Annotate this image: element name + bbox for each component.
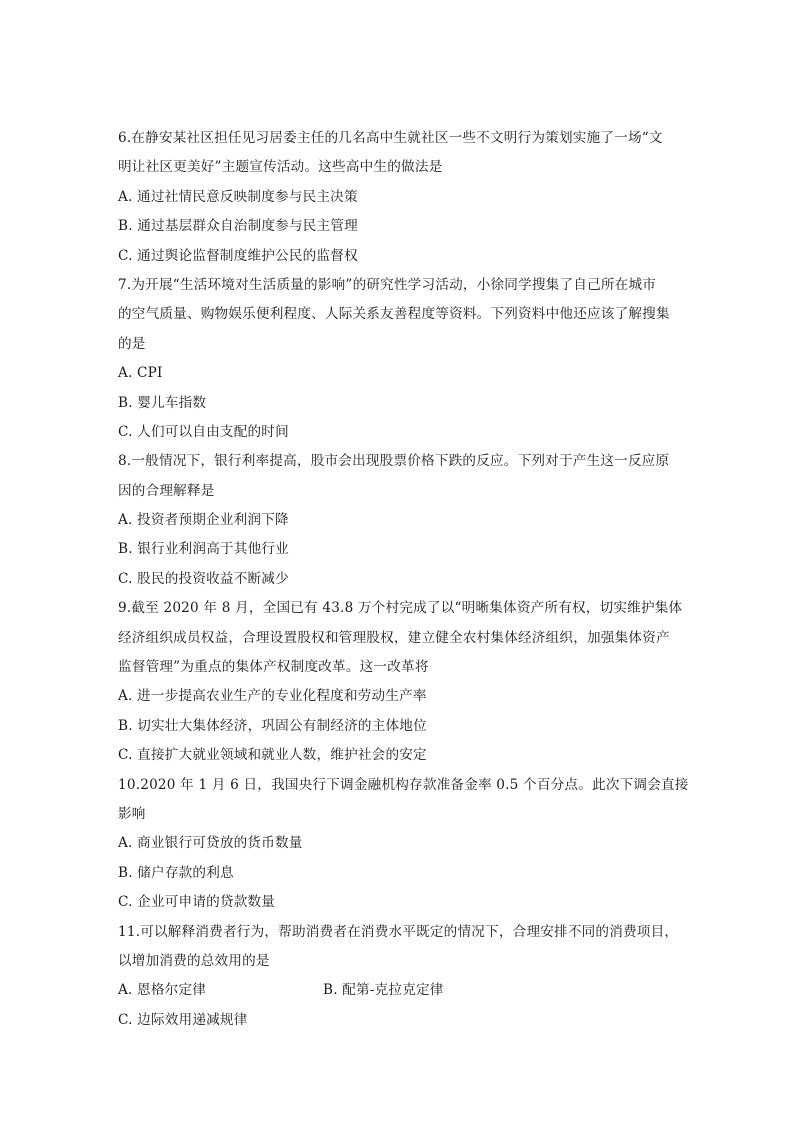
question-11 bbox=[118, 918, 678, 1036]
option-a: A. 恩格尔定律 bbox=[118, 982, 207, 999]
question-8 bbox=[118, 447, 678, 594]
option-c: C. 人们可以自由支配的时间 bbox=[118, 423, 289, 440]
option-a: A. 商业银行可贷放的货币数量 bbox=[118, 835, 303, 852]
option-c: C. 通过舆论监督制度维护公民的监督权 bbox=[118, 247, 358, 264]
question-stem-line: 7.为开展“生活环境对生活质量的影响”的研究性学习活动，小徐同学搜集了自己所在城市 bbox=[118, 276, 657, 293]
question-stem-line: 6.在静安某社区担任见习居委主任的几名高中生就社区一些不文明行为策划实施了一场“文 bbox=[118, 130, 663, 146]
question-stem-line: 影响 bbox=[118, 805, 146, 822]
option-b: B. 银行业利润高于其他行业 bbox=[118, 541, 289, 558]
question-stem-line: 监督管理”为重点的集体产权制度改革。这一改革将 bbox=[118, 659, 429, 676]
option-c: C. 股民的投资收益不断减少 bbox=[118, 570, 289, 587]
option-row bbox=[118, 976, 678, 1005]
option-b: B. 储户存款的利息 bbox=[118, 864, 234, 881]
option-b: B. 婴儿车指数 bbox=[118, 394, 207, 411]
option-c: C. 直接扩大就业领域和就业人数，维护社会的安定 bbox=[118, 747, 427, 764]
question-stem-line: 因的合理解释是 bbox=[118, 482, 215, 499]
exam-page bbox=[118, 124, 689, 1035]
question-9 bbox=[118, 594, 683, 770]
question-stem-line: 10.2020 年 1 月 6 日，我国央行下调金融机构存款准备金率 0.5 个百分点。此次下调会直接 bbox=[118, 776, 689, 793]
option-b: B. 切实壮大集体经济，巩固公有制经济的主体地位 bbox=[118, 717, 427, 734]
question-stem-line: 11.可以解释消费者行为，帮助消费者在消费水平既定的情况下，合理安排不同的消费项目， bbox=[118, 923, 679, 940]
question-stem-line: 的是 bbox=[118, 335, 146, 352]
question-stem-line: 经济组织成员权益，合理设置股权和管理股权，建立健全农村集体经济组织，加强集体资产 bbox=[118, 629, 670, 646]
question-stem-line: 明让社区更美好”主题宣传活动。这些高中生的做法是 bbox=[118, 159, 443, 176]
option-c: C. 边际效用递减规律 bbox=[118, 1011, 248, 1028]
question-10 bbox=[118, 771, 689, 918]
option-b: B. 配第-克拉克定律 bbox=[323, 982, 444, 999]
option-a: A. CPI bbox=[118, 365, 163, 382]
option-a: A. 进一步提高农业生产的专业化程度和劳动生产率 bbox=[118, 688, 427, 705]
question-stem-line: 以增加消费的总效用的是 bbox=[118, 952, 270, 969]
option-c: C. 企业可申请的贷款数量 bbox=[118, 894, 276, 911]
question-7 bbox=[118, 271, 678, 447]
question-stem-line: 9.截至 2020 年 8 月，全国已有 43.8 万个村完成了以“明晰集体资产所有权，切实维护集体 bbox=[118, 600, 683, 617]
option-a: A. 投资者预期企业利润下降 bbox=[118, 512, 289, 529]
question-stem-line: 8.一般情况下，银行利率提高，股市会出现股票价格下跌的反应。下列对于产生这一反应原 bbox=[118, 453, 670, 470]
question-6 bbox=[118, 124, 678, 271]
question-stem-line: 的空气质量、购物娱乐便利程度、人际关系友善程度等资料。下列资料中他还应该了解搜集 bbox=[118, 306, 670, 323]
option-b: B. 通过基层群众自治制度参与民主管理 bbox=[118, 218, 358, 235]
option-a: A. 通过社情民意反映制度参与民主决策 bbox=[118, 188, 358, 205]
